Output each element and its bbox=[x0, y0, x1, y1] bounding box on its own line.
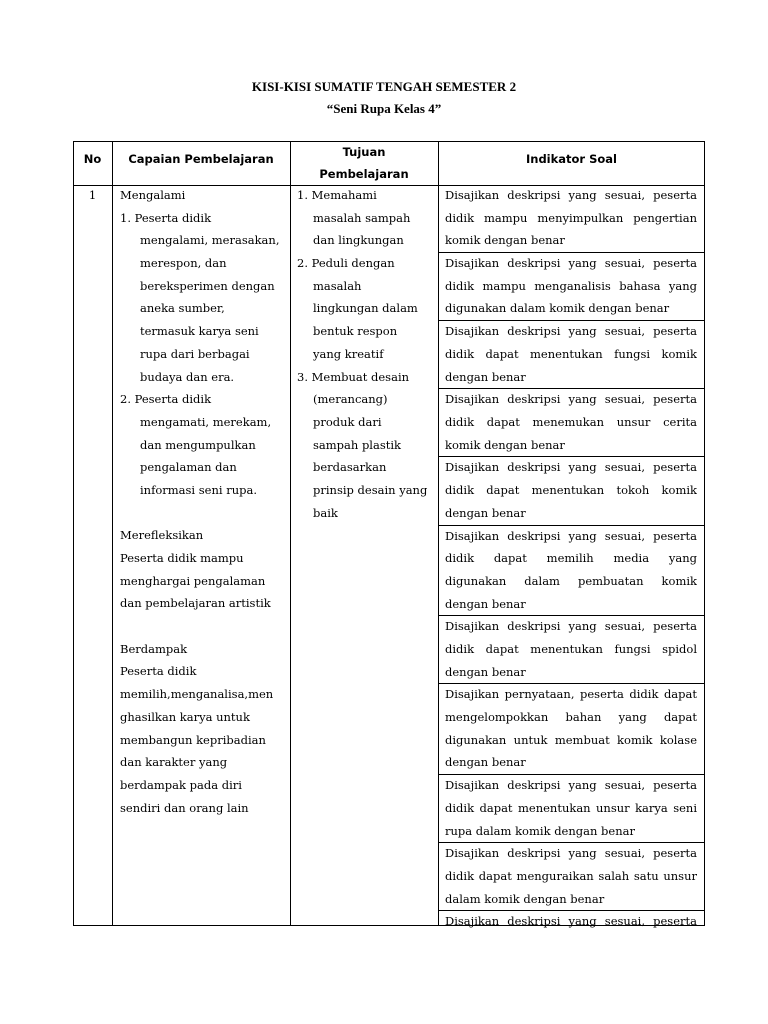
indikator-line: dalam komik dengan benar bbox=[445, 891, 605, 906]
column-divider bbox=[438, 141, 439, 926]
column-divider bbox=[290, 141, 291, 926]
indikator-cell bbox=[445, 184, 697, 252]
tujuan-line: 2. Peduli dengan bbox=[297, 256, 395, 271]
indikator-line: Disajikan deskripsi yang sesuai, peserta bbox=[445, 256, 697, 271]
indikator-cell bbox=[445, 525, 697, 616]
tujuan-line: berdasarkan bbox=[313, 460, 387, 475]
capaian-line: sendiri dan orang lain bbox=[120, 800, 249, 815]
tujuan-line: prinsip desain yang bbox=[313, 482, 428, 497]
indikator-cell bbox=[445, 842, 697, 910]
capaian-line: berdampak pada diri bbox=[120, 777, 242, 792]
capaian-line: pengalaman dan bbox=[140, 460, 237, 475]
tujuan-line: sampah plastik bbox=[313, 437, 402, 452]
indikator-line: Disajikan deskripsi yang sesuai, peserta bbox=[445, 619, 697, 634]
indikator-line: Disajikan deskripsi yang sesuai, peserta bbox=[445, 914, 697, 929]
tujuan-line: lingkungan dalam bbox=[313, 301, 418, 316]
capaian-line: budaya dan era. bbox=[140, 369, 235, 384]
capaian-line: Berdampak bbox=[120, 641, 188, 656]
indikator-cell bbox=[445, 320, 697, 388]
indikator-line: Disajikan pernyataan, peserta didik dapat bbox=[445, 687, 697, 702]
indikator-cell bbox=[445, 252, 697, 320]
capaian-line: merespon, dan bbox=[140, 256, 227, 271]
indikator-line: didik dapat menentukan fungsi spidol bbox=[445, 641, 697, 656]
tujuan-line: 3. Membuat desain bbox=[297, 369, 410, 384]
indikator-line: dengan benar bbox=[445, 369, 526, 384]
capaian-line: 2. Peserta didik bbox=[120, 392, 212, 407]
header-indikator: Indikator Soal bbox=[525, 152, 617, 166]
capaian-line: mengamati, merekam, bbox=[140, 414, 272, 429]
capaian-line: dan karakter yang bbox=[120, 755, 228, 770]
capaian-line: mengalami, merasakan, bbox=[140, 233, 280, 248]
document-title: KISI-KISI SUMATIF TENGAH SEMESTER 2 bbox=[251, 79, 517, 94]
capaian-line: ghasilkan karya untuk bbox=[120, 709, 250, 724]
tujuan-line: dan lingkungan bbox=[313, 233, 404, 248]
document-subtitle: “Seni Rupa Kelas 4” bbox=[326, 101, 442, 116]
capaian-line: menghargai pengalaman bbox=[120, 573, 266, 588]
header-capaian: Capaian Pembelajaran bbox=[128, 152, 274, 166]
indikator-line: didik dapat memilih media yang bbox=[445, 551, 697, 566]
capaian-line: Peserta didik mampu bbox=[120, 551, 244, 565]
tujuan-column bbox=[297, 184, 427, 524]
indikator-line: digunakan dalam pembuatan komik bbox=[445, 573, 697, 588]
indikator-line: dengan benar bbox=[445, 596, 526, 611]
indikator-line: digunakan dalam komik dengan benar bbox=[445, 301, 670, 316]
column-divider bbox=[112, 141, 113, 926]
capaian-line bbox=[120, 502, 279, 525]
capaian-line: bereksperimen dengan bbox=[140, 278, 275, 293]
indikator-line: Disajikan deskripsi yang sesuai, peserta bbox=[445, 188, 697, 202]
indikator-line: didik dapat menguraikan salah satu unsur bbox=[445, 868, 697, 883]
indikator-line: Disajikan deskripsi yang sesuai, peserta bbox=[445, 392, 697, 407]
capaian-line: dan pembelajaran artistik bbox=[120, 596, 271, 611]
capaian-line: termasuk karya seni bbox=[140, 324, 259, 339]
tujuan-line: masalah bbox=[313, 278, 362, 293]
capaian-line: aneka sumber, bbox=[140, 301, 225, 316]
header-no: No bbox=[83, 152, 102, 166]
capaian-line: membangun kepribadian bbox=[120, 732, 266, 747]
capaian-column bbox=[120, 184, 279, 819]
capaian-line: informasi seni rupa. bbox=[140, 482, 257, 497]
indikator-line: Disajikan deskripsi yang sesuai, peserta bbox=[445, 460, 697, 475]
capaian-line: dan mengumpulkan bbox=[140, 437, 256, 452]
indikator-line: Disajikan deskripsi yang sesuai, peserta bbox=[445, 324, 697, 339]
indikator-cell bbox=[445, 456, 697, 524]
capaian-line bbox=[120, 615, 279, 638]
tujuan-line: bentuk respon bbox=[313, 324, 398, 339]
row-number: 1 bbox=[88, 188, 97, 202]
indikator-line: komik dengan benar bbox=[445, 233, 565, 248]
indikator-line: Disajikan deskripsi yang sesuai, peserta bbox=[445, 846, 697, 861]
capaian-line: memilih,menganalisa,men bbox=[120, 687, 274, 702]
indikator-cell bbox=[445, 615, 697, 683]
capaian-line: Peserta didik bbox=[120, 664, 197, 679]
indikator-line: mengelompokkan bahan yang dapat bbox=[445, 710, 697, 725]
indikator-cell bbox=[445, 910, 697, 933]
indikator-line: dengan benar bbox=[445, 755, 526, 770]
indikator-line: didik mampu menganalisis bahasa yang bbox=[445, 278, 697, 293]
tujuan-line: masalah sampah bbox=[313, 210, 411, 225]
tujuan-line: yang kreatif bbox=[313, 346, 384, 361]
indikator-line: komik dengan benar bbox=[445, 437, 565, 452]
indikator-line: didik dapat menentukan fungsi komik bbox=[445, 346, 697, 361]
indikator-line: Disajikan deskripsi yang sesuai, peserta bbox=[445, 778, 697, 793]
tujuan-line: (merancang) bbox=[313, 392, 388, 407]
capaian-line: rupa dari berbagai bbox=[140, 346, 250, 361]
capaian-line: Mengalami bbox=[120, 188, 186, 202]
indikator-line: didik dapat menentukan tokoh komik bbox=[445, 483, 697, 498]
capaian-line: Merefleksikan bbox=[120, 528, 204, 543]
header-tujuan: Tujuan Pembelajaran bbox=[319, 145, 409, 181]
indikator-line: dengan benar bbox=[445, 664, 526, 679]
capaian-line: 1. Peserta didik bbox=[120, 210, 212, 225]
indikator-cell bbox=[445, 774, 697, 842]
tujuan-line: 1. Memahami bbox=[297, 188, 377, 202]
indikator-line: Disajikan deskripsi yang sesuai, peserta bbox=[445, 528, 697, 543]
indikator-cell bbox=[445, 388, 697, 456]
indikator-line: didik dapat menemukan unsur cerita bbox=[445, 414, 697, 429]
tujuan-line: baik bbox=[313, 505, 338, 520]
tujuan-line: produk dari bbox=[313, 414, 382, 429]
indikator-line: dengan benar bbox=[445, 505, 526, 520]
indikator-line: rupa dalam komik dengan benar bbox=[445, 823, 635, 838]
indikator-cell bbox=[445, 683, 697, 774]
indikator-line: digunakan untuk membuat komik kolase bbox=[445, 732, 697, 747]
indikator-line: didik dapat menentukan unsur karya seni bbox=[445, 800, 697, 815]
indikator-line: didik mampu menyimpulkan pengertian bbox=[445, 210, 697, 225]
